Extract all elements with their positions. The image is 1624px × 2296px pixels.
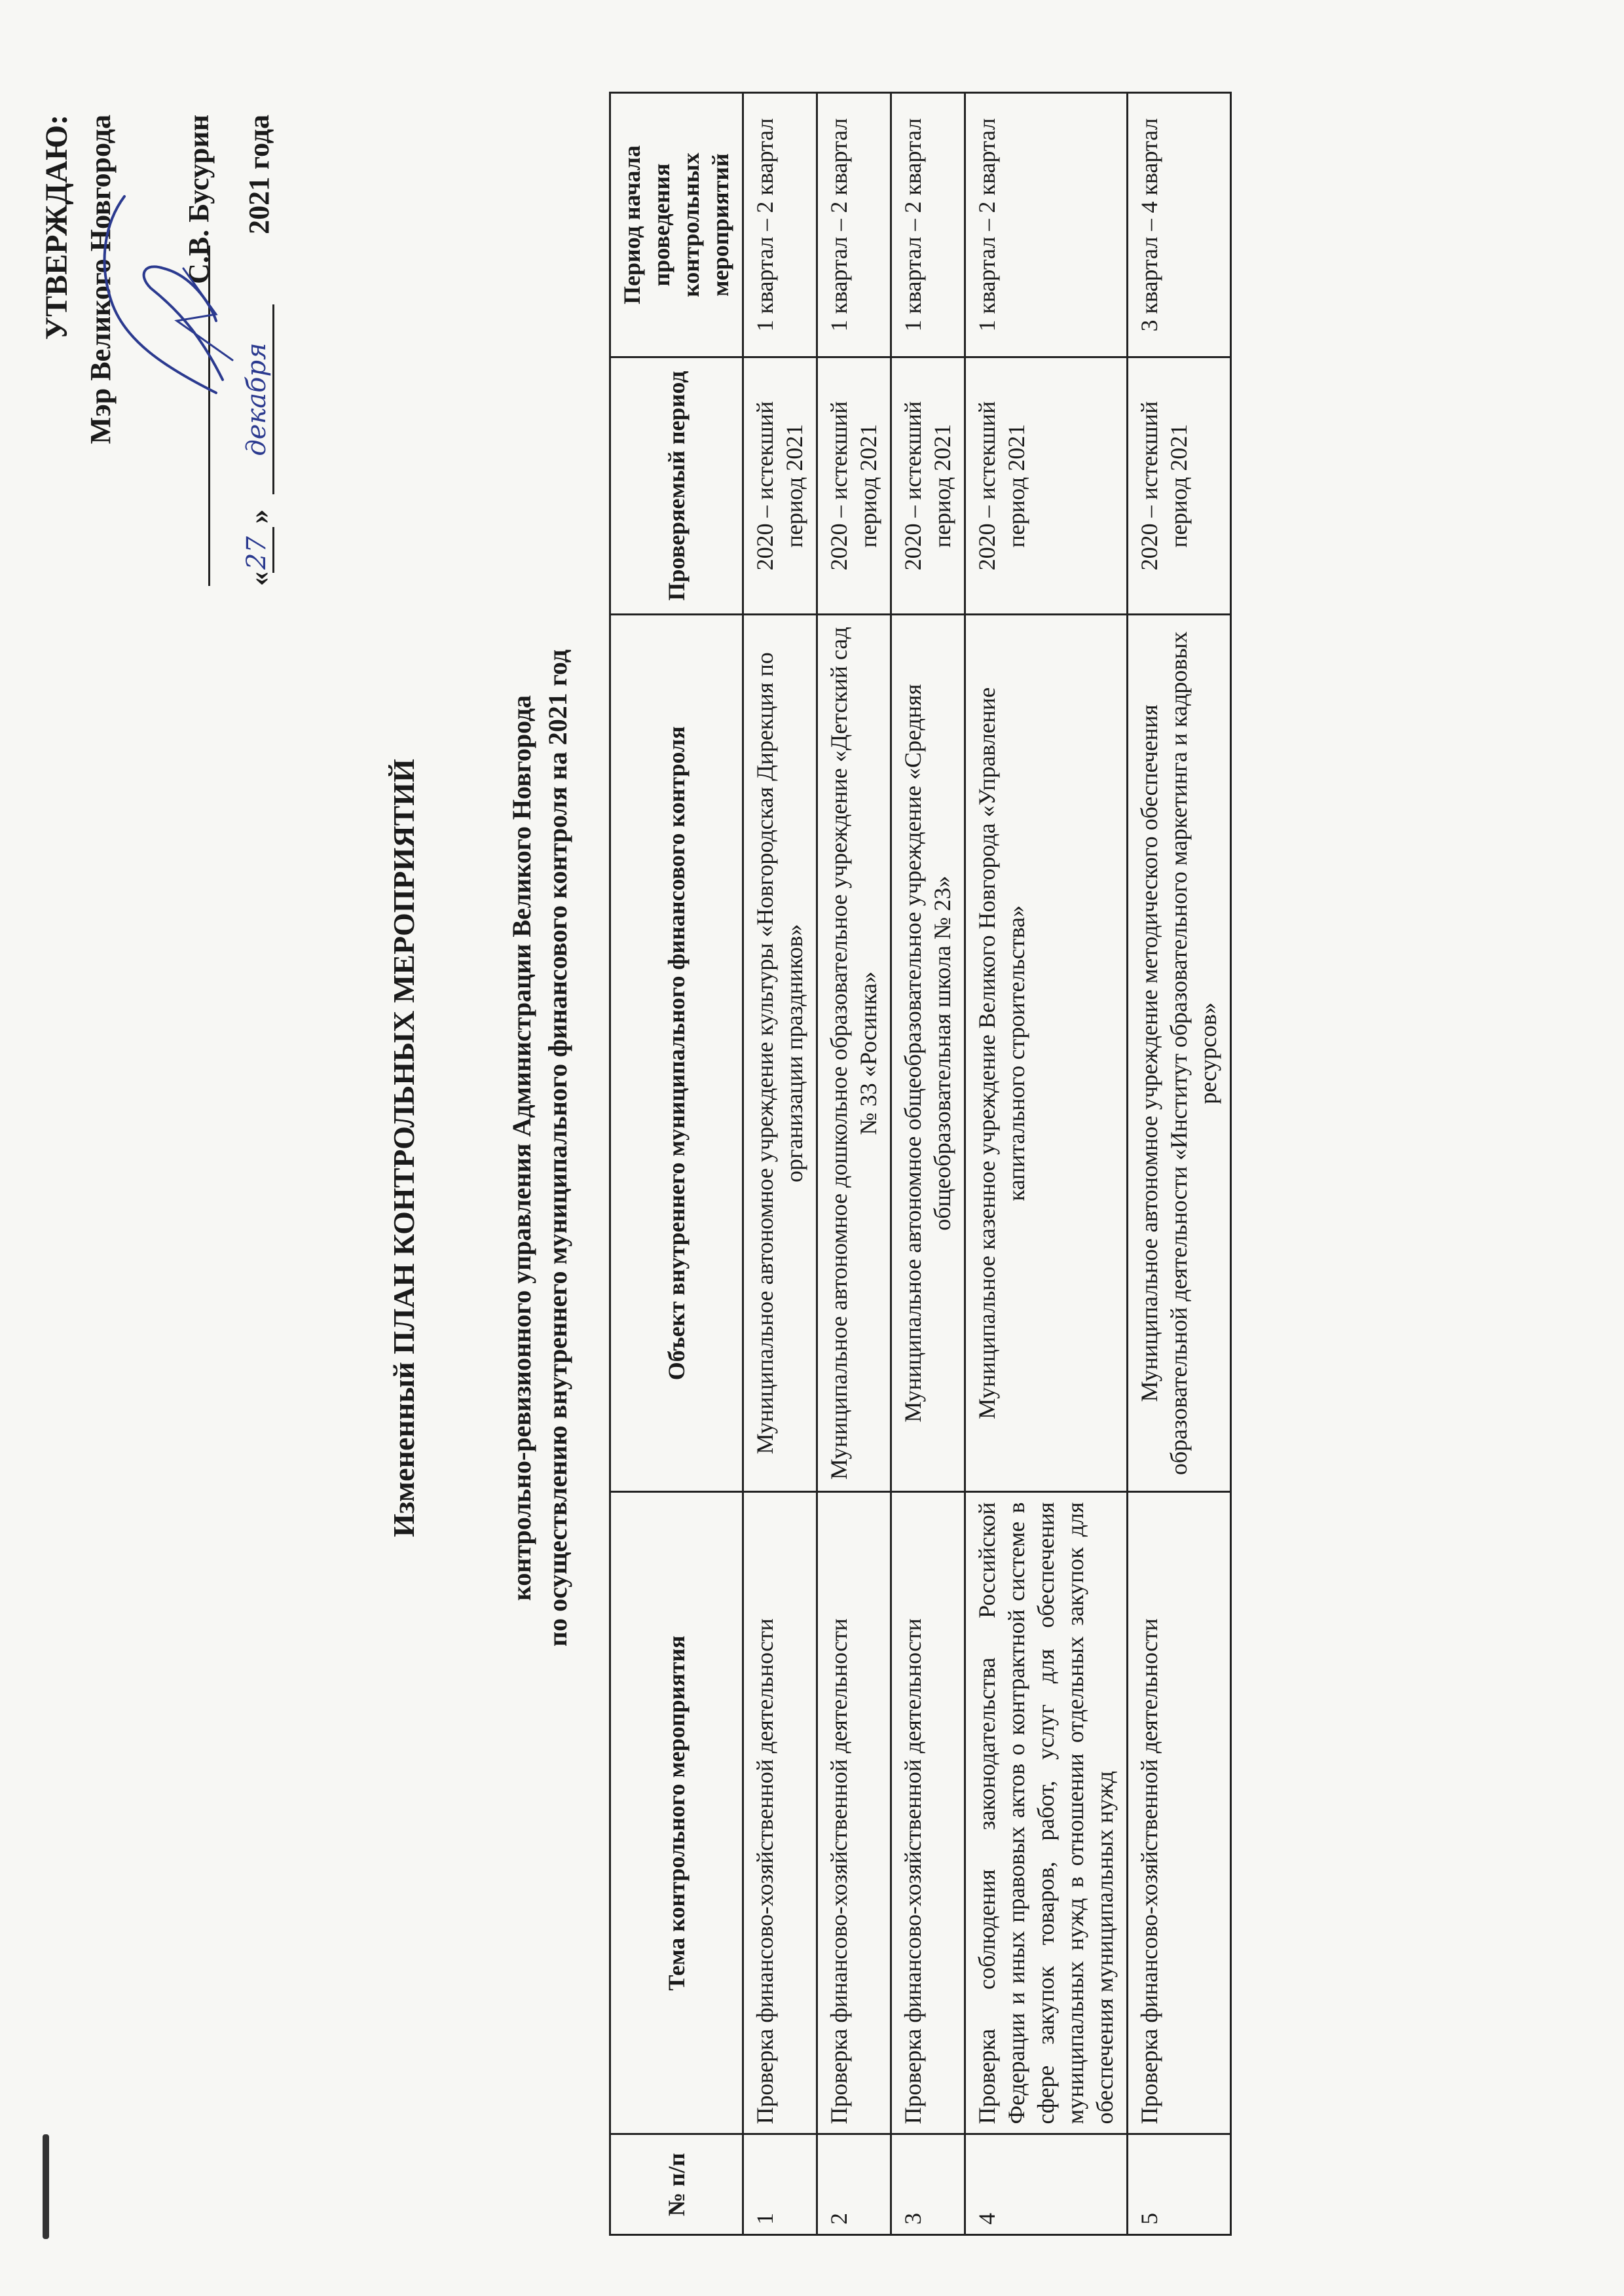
table-row (743, 93, 817, 2235)
control-plan-table (609, 92, 1232, 2236)
row-start: 1 квартал – 2 квартал (817, 93, 891, 357)
row-object: Муниципальное автономное общеобразовательное учреждение «Средняя общеобразовательная школа № 23» (891, 615, 965, 1492)
row-topic: Проверка финансово-хозяйственной деятельности (743, 1492, 817, 2134)
row-object: Муниципальное казенное учреждение Великого Новгорода «Управление капитального строительства» (965, 615, 1128, 1492)
table-row (965, 93, 1128, 2235)
date-month: декабря (242, 342, 272, 456)
row-topic: Проверка соблюдения законодательства Российской Федерации и иных правовых актов о контрактной системе в сфере закупок товаров, работ, услуг для обеспечения муниципальных нужд в отношении отдельных закупок для обеспечения муниципальных нужд (965, 1492, 1128, 2134)
plan-subtitle-line-1: контрольно-ревизионного управления Администрации Великого Новгорода (507, 695, 536, 1601)
document-heading (386, 0, 573, 2296)
header-topic: Тема контрольного мероприятия (610, 1492, 743, 2134)
row-start: 1 квартал – 2 квартал (743, 93, 817, 357)
row-topic: Проверка финансово-хозяйственной деятельности (891, 1492, 965, 2134)
plan-subtitle-line-2: по осуществлению внутреннего муниципального финансового контроля на 2021 год (543, 649, 572, 1647)
table-header-row (610, 93, 743, 2235)
row-object: Муниципальное автономное учреждение методического обеспечения образовательной деятельности «Институт образовательного маркетинга и кадровых ресурсов» (1128, 615, 1231, 1492)
approval-title: УТВЕРЖДАЮ: (39, 115, 74, 340)
row-period: 2020 – истекший период 2021 (817, 357, 891, 615)
row-period: 2020 – истекший период 2021 (891, 357, 965, 615)
row-num: 4 (965, 2134, 1128, 2235)
date-year: 2021 года (242, 115, 275, 234)
row-num: 1 (743, 2134, 817, 2235)
table-row (817, 93, 891, 2235)
header-period: Проверяемый период (610, 357, 743, 615)
row-num: 3 (891, 2134, 965, 2235)
row-num: 2 (817, 2134, 891, 2235)
row-object: Муниципальное автономное дошкольное образовательное учреждение «Детский сад № 33 «Росинка» (817, 615, 891, 1492)
row-num: 5 (1128, 2134, 1231, 2235)
row-period: 2020 – истекший период 2021 (965, 357, 1128, 615)
row-topic: Проверка финансово-хозяйственной деятельности (1128, 1492, 1231, 2134)
table-row (891, 93, 965, 2235)
header-object: Объект внутреннего муниципального финансового контроля (610, 615, 743, 1492)
row-start: 1 квартал – 2 квартал (965, 93, 1128, 357)
signatory-name: С.В. Бусурин (182, 115, 215, 284)
approval-date (232, 115, 278, 586)
row-object: Муниципальное автономное учреждение культуры «Новгородская Дирекция по организации праздников» (743, 615, 817, 1492)
header-start: Период начала проведения контрольных мероприятий (610, 93, 743, 357)
date-open-quote: « (242, 572, 275, 586)
row-start: 1 квартал – 2 квартал (891, 93, 965, 357)
row-period: 2020 – истекший период 2021 (1128, 357, 1231, 615)
table-row (1128, 93, 1231, 2235)
date-close-quote: » (242, 509, 275, 524)
handwritten-signature (85, 170, 236, 419)
row-start: 3 квартал – 4 квартал (1128, 93, 1231, 357)
date-day: 27 (242, 536, 272, 570)
row-topic: Проверка финансово-хозяйственной деятельности (817, 1492, 891, 2134)
plan-title: Измененный ПЛАН КОНТРОЛЬНЫХ МЕРОПРИЯТИЙ (387, 759, 420, 1537)
header-num: № п/п (610, 2134, 743, 2235)
row-period: 2020 – истекший период 2021 (743, 357, 817, 615)
approval-position: Мэр Великого Новгорода (84, 115, 117, 445)
